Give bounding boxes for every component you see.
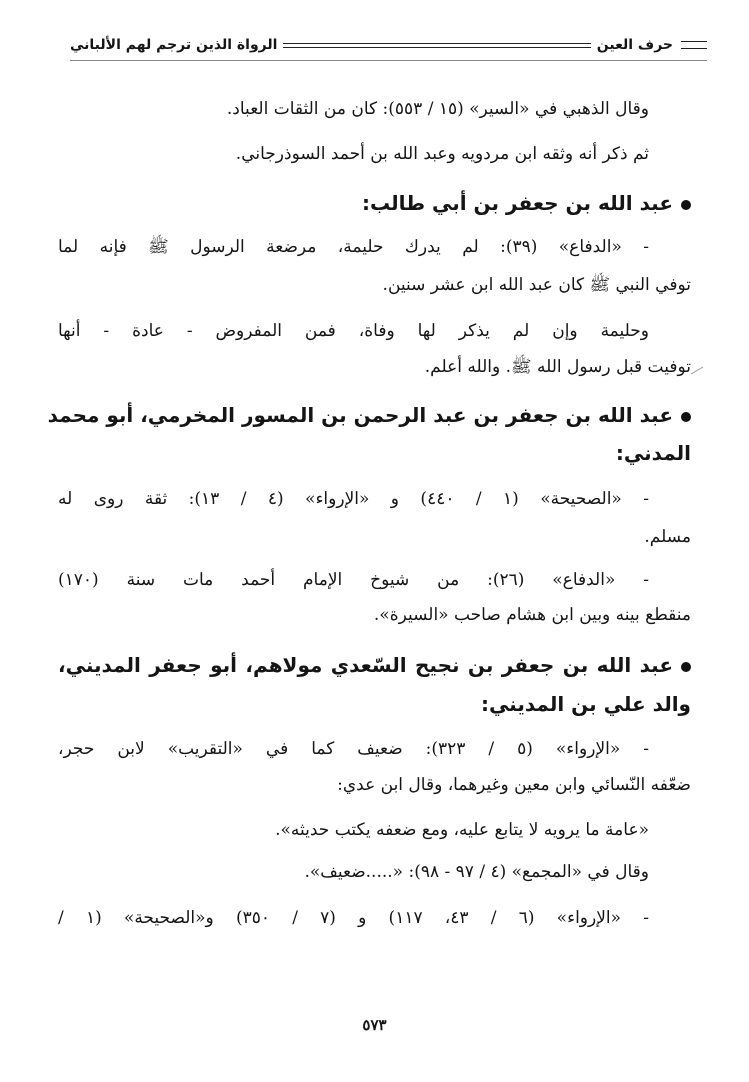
text-line: - «الإرواء» (٥ / ٣٢٣): ضعيف كما في «التقريب» لابن حجر، (58, 739, 649, 759)
entry-title: عبد الله بن جعفر بن نجيح السّعدي مولاهم، أبو جعفر المديني، (58, 653, 673, 677)
header-ornament (681, 41, 707, 49)
running-header (70, 30, 707, 60)
bullet-icon (681, 200, 691, 210)
header-rule (283, 43, 590, 48)
text-line: ثم ذكر أنه وثقه ابن مردويه وعبد الله بن أحمد السوذرجاني. (235, 144, 649, 164)
margin-mark (691, 367, 704, 375)
text-line: توفيت قبل رسول الله ﷺ. والله أعلم. (424, 357, 691, 377)
bullet-icon (681, 412, 691, 422)
entry-title: عبد الله بن جعفر بن عبد الرحمن بن المسور المخرمي، أبو محمد (47, 403, 673, 427)
bullet-icon (681, 662, 691, 672)
header-section: الرواة الذين ترجم لهم الألباني (70, 37, 278, 53)
text-line: ضعّفه النّسائي وابن معين وغيرهما، وقال ابن عدي: (337, 775, 691, 795)
text-line: - «الدفاع» (٢٦): من شيوخ الإمام أحمد مات سنة (١٧٠) (58, 570, 649, 590)
entry-heading-3-cont: والد علي بن المديني: (480, 692, 691, 716)
page-number: ٥٧٣ (362, 1016, 387, 1034)
text-line: مسلم. (644, 527, 691, 547)
entry-heading-3 (58, 648, 691, 682)
header-chapter: حرف العين (596, 37, 673, 53)
text-line: وقال الذهبي في «السير» (١٥ / ٥٥٣): كان من الثقات العباد. (226, 99, 649, 119)
entry-heading-2 (47, 398, 691, 432)
quote-line: «عامة ما يرويه لا يتابع عليه، ومع ضعفه يكتب حديثه». (275, 820, 649, 840)
entry-heading-2-cont: المدني: (615, 441, 691, 465)
text-line: - «الدفاع» (٣٩): لم يدرك حليمة، مرضعة الرسول ﷺ فإنه لما (58, 237, 650, 257)
text-line: - «الصحيحة» (١ / ٤٤٠) و «الإرواء» (٤ / ١٣): ثقة روى له (58, 489, 649, 509)
header-underline (70, 60, 707, 61)
text-line: توفي النبي ﷺ كان عبد الله ابن عشر سنين. (382, 275, 691, 295)
entry-title: عبد الله بن جعفر بن أبي طالب: (362, 191, 673, 215)
text-line: - «الإرواء» (٦ / ٤٣، ١١٧) و (٧ / ٣٥٠) و«الصحيحة» (١ / (58, 908, 649, 928)
text-line: منقطع بينه وبين ابن هشام صاحب «السيرة». (373, 605, 691, 625)
text-line: وحليمة وإن لم يذكر لها وفاة، فمن المفروض - عادة - أنها (58, 321, 649, 341)
entry-heading-1 (58, 186, 691, 220)
text-line: وقال في «المجمع» (٤ / ٩٧ - ٩٨): «.....ضعيف». (304, 862, 649, 882)
